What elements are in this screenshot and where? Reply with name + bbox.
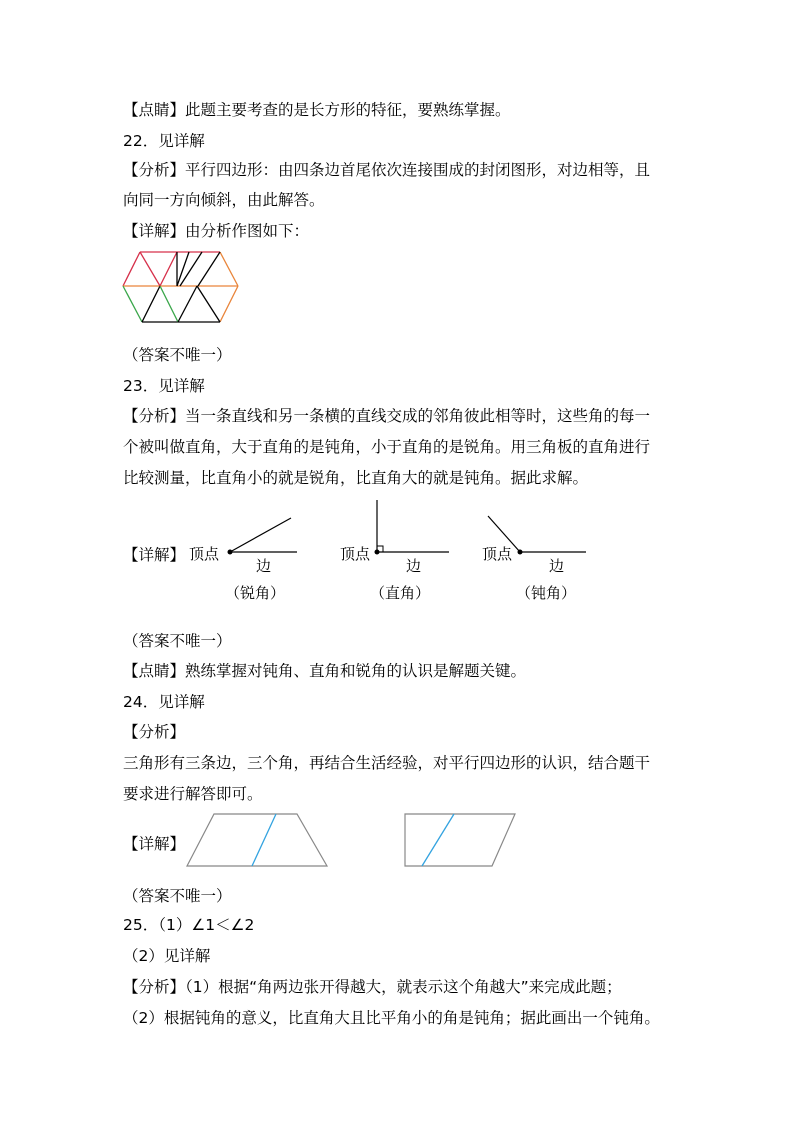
acute-angle-vertex-dot	[228, 550, 233, 555]
right-angle-figure	[372, 498, 452, 556]
q22-note: （答案不唯一）	[123, 346, 232, 364]
right-angle-side-label: 边	[406, 557, 422, 575]
q25-analysis-line-2: （2）根据钝角的意义，比直角大且比平角小的角是钝角；据此画出一个钝角。	[123, 1009, 660, 1027]
obtuse-angle-side-label: 边	[549, 557, 565, 575]
q23-answer: 23．见详解	[123, 377, 205, 395]
q23-analysis-line-1: 【分析】当一条直线和另一条横的直线交成的邻角彼此相等时，这些角的每一	[123, 407, 651, 425]
q22-analysis-line-2: 向同一方向倾斜，由此解答。	[123, 191, 325, 209]
hex-bottom-diag-3	[178, 286, 197, 322]
trapezoid-figure	[184, 811, 330, 869]
obtuse-angle-ray	[488, 516, 520, 552]
acute-angle-figure	[225, 515, 300, 555]
q25-answer-1: 25．（1）∠1＜∠2	[123, 916, 255, 934]
q25-answer-2: （2）见详解	[123, 947, 211, 965]
obtuse-angle-vertex-dot	[518, 550, 523, 555]
acute-angle-ray	[230, 518, 291, 552]
trapezoid-outline	[187, 814, 327, 866]
q23-note: （答案不唯一）	[123, 632, 232, 650]
q23-detail-label: 【详解】	[123, 546, 186, 564]
hex-upper-right-edge	[220, 252, 238, 286]
acute-angle-caption: （锐角）	[225, 584, 286, 602]
q25-analysis-line-1: 【分析】（1）根据“角两边张开得越大，就表示这个角越大”来完成此题；	[123, 978, 622, 996]
q22-analysis-line-1: 【分析】平行四边形：由四条边首尾依次连接围成的封闭图形，对边相等，且	[123, 161, 651, 179]
right-trapezoid-cut-line	[422, 814, 454, 866]
obtuse-angle-caption: （钝角）	[516, 584, 577, 602]
hex-bottom-diag-4	[197, 286, 220, 322]
q24-note: （答案不唯一）	[123, 887, 232, 905]
hex-upper-left-edge	[123, 252, 140, 286]
hex-top-diag-2	[160, 252, 177, 286]
q22-detail: 【详解】由分析作图如下：	[123, 222, 310, 240]
q23-analysis-line-2: 个被叫做直角，大于直角的是钝角，小于直角的是锐角。用三角板的直角进行	[123, 438, 651, 456]
hex-lower-left-edge	[123, 286, 142, 322]
q24-detail-label: 【详解】	[123, 835, 186, 853]
obtuse-angle-figure	[484, 512, 588, 556]
right-trapezoid-figure	[402, 811, 518, 869]
q24-analysis-line-1: 三角形有三条边，三个角，再结合生活经验，对平行四边形的认识，结合题干	[123, 754, 651, 772]
q24-answer: 24．见详解	[123, 693, 205, 711]
acute-angle-vertex-label: 顶点	[189, 545, 220, 563]
right-angle-caption: （直角）	[370, 584, 431, 602]
q23-comment: 【点睛】熟练掌握对钝角、直角和锐角的认识是解题关键。	[123, 662, 527, 680]
q24-analysis-line-2: 要求进行解答即可。	[123, 785, 263, 803]
acute-angle-side-label: 边	[256, 557, 272, 575]
trapezoid-cut-line	[252, 814, 276, 866]
hex-bottom-diag-1	[142, 286, 160, 322]
q21-comment: 【点睛】此题主要考查的是长方形的特征，要熟练掌握。	[123, 101, 511, 119]
hex-top-diag-1	[140, 252, 160, 286]
q24-analysis-label: 【分析】	[123, 723, 186, 741]
right-trapezoid-outline	[405, 814, 515, 866]
right-angle-vertex-dot	[375, 550, 380, 555]
hex-top-diag-5	[198, 252, 220, 286]
q22-hexagon-figure	[120, 248, 244, 326]
obtuse-angle-vertex-label: 顶点	[482, 545, 513, 563]
q22-answer: 22．见详解	[123, 132, 205, 150]
hex-bottom-diag-2	[160, 286, 178, 322]
q23-analysis-line-3: 比较测量，比直角小的就是锐角，比直角大的就是钝角。据此求解。	[123, 469, 589, 487]
right-angle-vertex-label: 顶点	[340, 545, 371, 563]
hex-lower-right-edge	[220, 286, 238, 322]
